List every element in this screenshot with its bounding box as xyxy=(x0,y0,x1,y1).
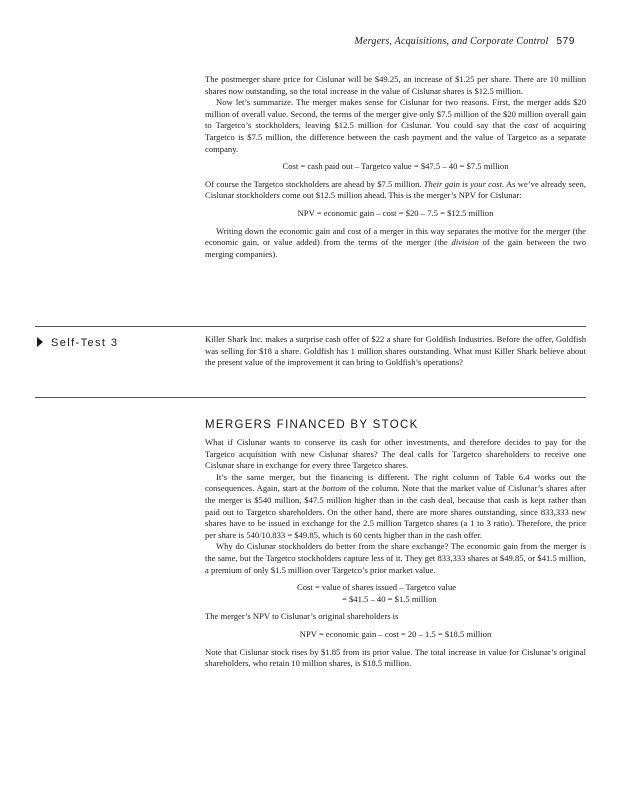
equation-cost-stock: Cost = value of shares issued – Targetco value = $41.5 – 40 = $1.5 million xyxy=(297,582,457,604)
self-test-question: Killer Shark Inc. makes a surprise cash offer of $22 a share for Goldfish Industries. Before the offer, Goldfish was selling for $18 a share. Goldfish has 1 million shares outstanding. What must Killer Shark believe about the present value of the improvement it can bring to Goldfish’s operations? xyxy=(205,334,586,368)
paragraph: The postmerger share price for Cislunar will be $49.25, an increase of $1.25 per share. There are 10 million shares now outstanding, so the total increase in the value of Cislunar shares is $12.5 million. xyxy=(205,74,586,96)
divider xyxy=(35,326,586,327)
paragraph: It’s the same merger, but the financing is different. The right column of Table 6.4 works out the consequences. Again, start at the bottom of the column. Note that the market value of Cislunar’s shares after the merger is $540 million, $47.5 million higher than in the cash deal, because that cash is kept rather than paid out to Targetco shareholders. On the other hand, there are more shares outstanding, since 833,333 new shares have to be issued in exchange for the 2.5 million Targetco shares (a 1 to 3 ratio). Therefore, the price per share is 540/10.833 = $49.85, which is 60 cents higher than in the cash offer. xyxy=(205,471,586,540)
section-heading: MERGERS FINANCED BY STOCK xyxy=(205,419,419,431)
paragraph: Note that Cislunar stock rises by $1.85 from its prior value. The total increase in value for Cislunar’s original shareholders, who retain 10 million shares, is $18.5 million. xyxy=(205,646,586,669)
page-number: 579 xyxy=(556,36,575,47)
equation-npv: NPV = economic gain – cost = $20 – 7.5 = $12.5 million xyxy=(297,207,494,218)
paragraph: What if Cislunar wants to conserve its cash for other investments, and therefore decides to pay for the Targetco acquisition with new Cislunar shares? The deal calls for Targetco shareholders to receive one Cislunar share in exchange for every three Targetco shares. xyxy=(205,437,586,471)
running-header xyxy=(355,36,576,47)
opening-text-block xyxy=(205,74,586,260)
paragraph: Now let’s summarize. The merger makes sense for Cislunar for two reasons. First, the merger adds $20 million of overall value. Second, the terms of the merger give only $7.5 million of the $20 million overall gain to Targetco’s stockholders, leaving $12.5 million for Cislunar. You could say that the cost of acquiring Targetco is $7.5 million, the difference between the cash payment and the value of Targetco as a separate company. xyxy=(205,97,586,154)
self-test-label: Self-Test 3 xyxy=(37,337,118,349)
equation-npv-stock: NPV = economic gain – cost = 20 – 1.5 = $18.5 million xyxy=(299,628,492,639)
section-text-block xyxy=(205,437,586,670)
running-title: Mergers, Acquisitions, and Corporate Control xyxy=(354,36,549,47)
triangle-marker-icon xyxy=(37,337,43,347)
paragraph: The merger’s NPV to Cislunar’s original shareholders is xyxy=(205,611,399,622)
equation-cost: Cost = cash paid out – Targetco value = $47.5 – 40 = $7.5 million xyxy=(282,161,509,172)
paragraph: Writing down the economic gain and cost of a merger in this way separates the motive for the merger (the economic gain, or value added) from the terms of the merger (the division of the gain between the two merging companies). xyxy=(205,225,586,259)
paragraph: Why do Cislunar stockholders do better from the share exchange? The economic gain from the merger is the same, but the Targetco stockholders capture less of it. They get 833,333 shares at $49.85, or $41.5 million, a premium of only $1.5 million over Targetco’s prior market value. xyxy=(205,541,586,575)
paragraph: Of course the Targetco stockholders are ahead by $7.5 million. Their gain is your cost. As we’ve already seen, Cislunar stockholders come out $12.5 million ahead. This is the merger’s NPV for Cislunar: xyxy=(205,178,586,201)
divider xyxy=(35,397,586,398)
